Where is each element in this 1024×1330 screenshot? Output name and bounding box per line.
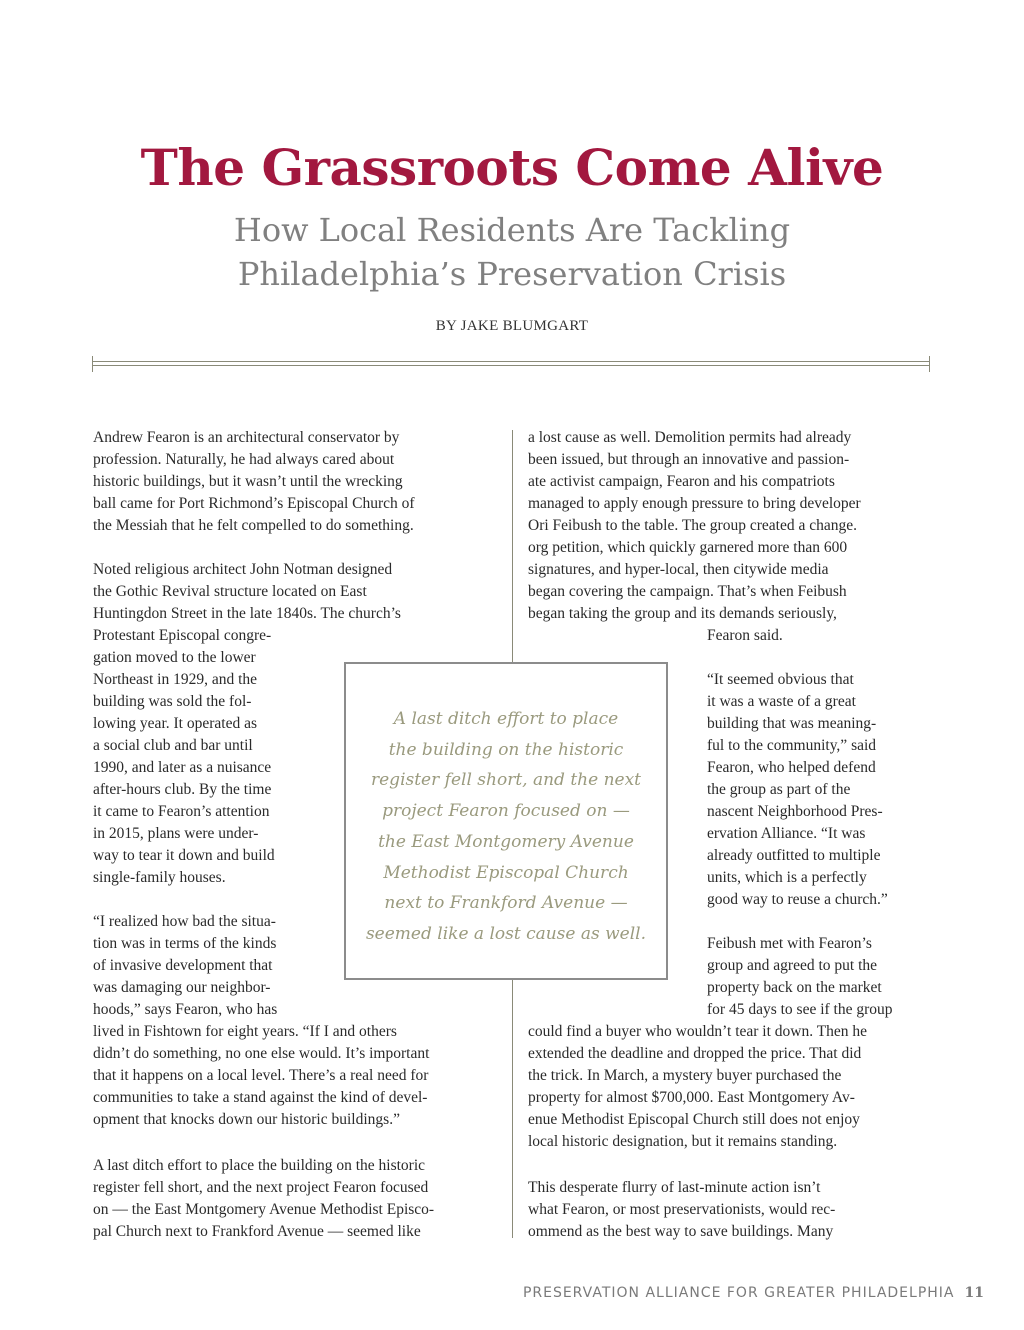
text-line: good way to reuse a church.” [707,891,888,908]
left-paragraph-4 [93,1155,434,1243]
text-line: gation moved to the lower [93,649,256,666]
left-paragraph-1 [93,427,415,537]
text-line: enue Methodist Episcopal Church still does not enjoy [528,1111,860,1128]
text-line: historic buildings, but it wasn’t until the wrecking [93,473,403,490]
text-line: what Fearon, or most preservationists, would rec- [528,1201,836,1218]
text-line: ate activist campaign, Fearon and his compatriots [528,473,835,490]
byline: BY JAKE BLUMGART [435,318,589,334]
text-line: ful to the community,” said [707,737,877,754]
text-line: “It seemed obvious that [707,671,854,688]
article-subtitle [0,208,1024,296]
text-line: the group as part of the [707,781,851,798]
pull-quote-line: next to Frankford Avenue — [384,893,628,914]
column-divider-bottom [512,980,513,1238]
text-line: could find a buyer who wouldn’t tear it down. Then he [528,1023,868,1040]
text-line: group and agreed to put the [707,957,878,974]
right-paragraph-4 [528,1177,835,1243]
pull-quote-line: the building on the historic [388,739,624,760]
text-line: org petition, which quickly garnered more than 600 [528,539,848,556]
text-line: way to tear it down and build [93,847,275,864]
text-line: after-hours club. By the time [93,781,272,798]
text-line: was damaging our neighbor- [93,979,271,996]
text-line: “I realized how bad the situa- [93,913,276,930]
text-line: of invasive development that [93,957,273,974]
text-line: the Messiah that he felt compelled to do something. [93,517,414,534]
text-line: tion was in terms of the kinds [93,935,277,952]
text-line: Feibush met with Fearon’s [707,935,872,952]
text-line: register fell short, and the next project Fearon focused [93,1179,429,1196]
text-line: in 2015, plans were under- [93,825,259,842]
text-line: signatures, and hyper-local, then citywide media [528,561,829,578]
right-paragraph-1 [528,427,861,647]
text-line: property for almost $700,000. East Montgomery Av- [528,1089,855,1106]
article-title: The Grassroots Come Alive [140,138,884,197]
text-line: ball came for Port Richmond’s Episcopal Church of [93,495,415,512]
text-line: the trick. In March, a mystery buyer purchased the [528,1067,842,1084]
text-line: extended the deadline and dropped the price. That did [528,1045,862,1062]
publication-name: PRESERVATION ALLIANCE FOR GREATER PHILADELPHIA [522,1285,955,1301]
text-line: for 45 days to see if the group [707,1001,893,1018]
text-line: ervation Alliance. “It was [707,825,866,842]
text-line: Protestant Episcopal congre- [93,627,272,644]
subtitle-line: How Local Residents Are Tackling [233,211,791,249]
text-line: began covering the campaign. That’s when Feibush [528,583,847,600]
subtitle-line: Philadelphia’s Preservation Crisis [237,255,787,293]
text-line: Northeast in 1929, and the [93,671,258,688]
text-line: Fearon said. [707,627,783,644]
text-line: ommend as the best way to save buildings. Many [528,1223,834,1240]
text-line: nascent Neighborhood Pres- [707,803,883,820]
text-line: Andrew Fearon is an architectural conservator by [93,429,400,446]
pull-quote-line: the East Montgomery Avenue [378,831,634,852]
text-line: began taking the group and its demands seriously, [528,605,837,622]
text-line: the Gothic Revival structure located on East [93,583,367,600]
text-line: that it happens on a local level. There’s a real need for [93,1067,429,1084]
text-line: Fearon, who helped defend [707,759,876,776]
text-line: building that was meaning- [707,715,877,732]
text-line: pal Church next to Frankford Avenue — seemed like [93,1223,421,1240]
pull-quote-text [346,704,666,950]
page-footer [523,1285,984,1301]
pull-quote-box [344,662,668,980]
text-line: Noted religious architect John Notman designed [93,561,393,578]
text-line: This desperate flurry of last-minute action isn’t [528,1179,821,1196]
text-line: managed to apply enough pressure to bring developer [528,495,861,512]
text-line: lived in Fishtown for eight years. “If I and others [93,1023,397,1040]
text-line: it came to Fearon’s attention [93,803,270,820]
header-rule [92,358,930,370]
text-line: a lost cause as well. Demolition permits had already [528,429,852,446]
text-line: local historic designation, but it remains standing. [528,1133,838,1150]
text-line: a social club and bar until [93,737,253,754]
text-line: 1990, and later as a nuisance [93,759,272,776]
text-line: Ori Feibush to the table. The group created a change. [528,517,857,534]
text-line: single-family houses. [93,869,226,886]
text-line: it was a waste of a great [707,693,856,710]
pull-quote-line: project Fearon focused on — [382,801,630,822]
text-line: hoods,” says Fearon, who has [93,1001,278,1018]
right-paragraph-2 [707,669,888,911]
text-line: property back on the market [707,979,882,996]
page-number: 11 [964,1285,984,1301]
text-line: Huntingdon Street in the late 1840s. The church’s [93,605,401,622]
column-divider-top [512,430,513,662]
text-line: been issued, but through an innovative and passion- [528,451,850,468]
text-line: opment that knocks down our historic buildings.” [93,1111,400,1128]
text-line: communities to take a stand against the kind of devel- [93,1089,428,1106]
text-line: A last ditch effort to place the building on the historic [93,1157,426,1174]
pull-quote-line: Methodist Episcopal Church [383,862,629,883]
pull-quote-line: A last ditch effort to place [393,709,619,729]
pull-quote-line: register fell short, and the next [371,770,641,791]
text-line: on — the East Montgomery Avenue Methodist Episco- [93,1201,435,1218]
text-line: already outfitted to multiple [707,847,881,864]
pull-quote-line: seemed like a lost cause as well. [365,923,647,944]
text-line: didn’t do something, no one else would. It’s important [93,1045,430,1062]
text-line: lowing year. It operated as [93,715,257,732]
text-line: units, which is a perfectly [707,869,867,886]
text-line: profession. Naturally, he had always cared about [93,451,395,468]
text-line: building was sold the fol- [93,693,252,710]
